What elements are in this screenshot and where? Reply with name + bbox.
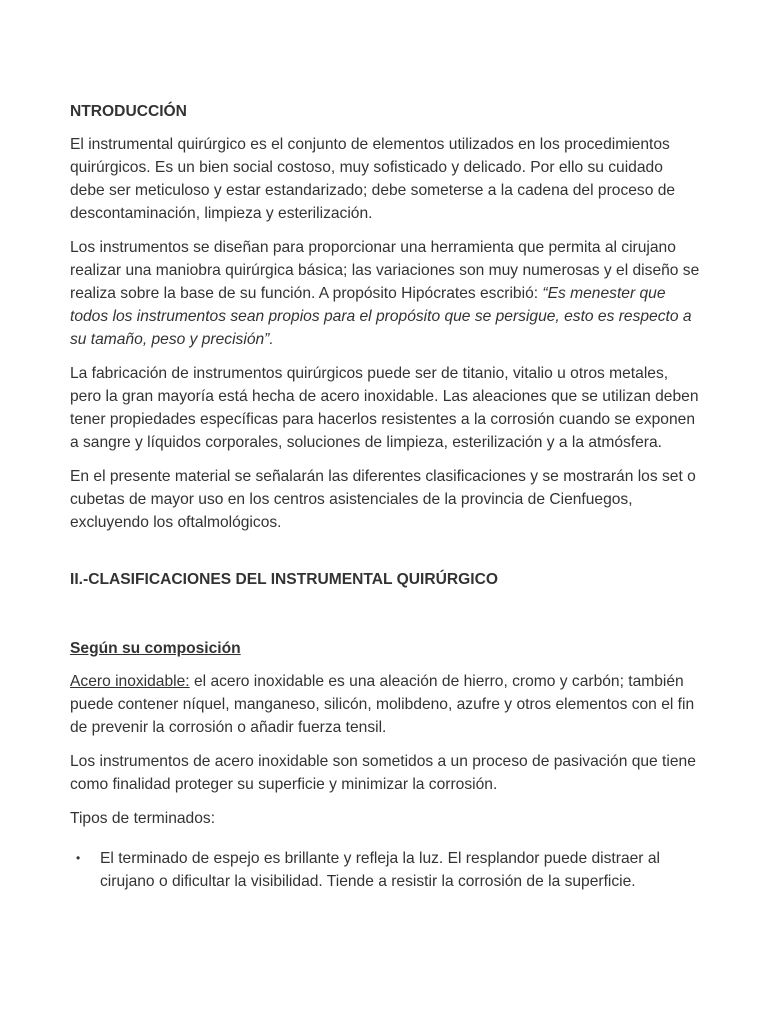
hippocrates-quote: “Es menester que todos los instrumentos sean propios para el propósito que se persigue, esto es respecto a su tamaño, peso y precisión”. — [70, 285, 692, 348]
intro-heading: NTRODUCCIÓN — [70, 103, 187, 120]
intro-paragraph-3: La fabricación de instrumentos quirúrgicos puede ser de titanio, vitalio u otros metales, pero la gran mayoría está hecha de acero inoxidable. Las aleaciones que se utilizan deben tener propiedades específicas para hacerlos resistentes a la corrosión cuando se exponen a sangre y líquidos corporales, soluciones de limpieza, esterilización y a la atmósfera. — [70, 365, 699, 451]
document-page — [70, 100, 700, 893]
intro-paragraph-2-text: Los instrumentos se diseñan para proporcionar una herramienta que permita al cirujano realizar una maniobra quirúrgica básica; las variaciones son muy numerosas y el diseño se realiza sobre la base de su función. A propósito Hipócrates escribió: — [70, 239, 700, 302]
intro-paragraph-2 — [70, 236, 700, 351]
intro-paragraph-1: El instrumental quirúrgico es el conjunto de elementos utilizados en los procedimientos quirúrgicos. Es un bien social costoso, muy sofisticado y delicado. Por ello su cuidado debe ser meticuloso y estar estandarizado; debe someterse a la cadena del proceso de descontaminación, limpieza y esterilización. — [70, 136, 676, 222]
composition-paragraph-1-text: el acero inoxidable es una aleación de hierro, cromo y carbón; también puede contener níquel, manganeso, silicón, molibdeno, azufre y otros elementos con el fin de prevenir la corrosión o añadir fuerza tensil. — [70, 673, 695, 736]
finish-types-list — [70, 847, 700, 893]
composition-paragraph-1 — [70, 670, 700, 739]
subsection-title: Según su composición — [70, 640, 241, 657]
stainless-steel-label: Acero inoxidable: — [70, 673, 190, 690]
intro-paragraph-4: En el presente material se señalarán las diferentes clasificaciones y se mostrarán los set o cubetas de mayor uso en los centros asistenciales de la provincia de Cienfuegos, excluyendo los oftalmológicos. — [70, 468, 696, 531]
list-item-text: El terminado de espejo es brillante y refleja la luz. El resplandor puede distraer al cirujano o dificultar la visibilidad. Tiende a resistir la corrosión de la superficie. — [100, 850, 660, 890]
section-title: II.-CLASIFICACIONES DEL INSTRUMENTAL QUIRÚRGICO — [70, 571, 498, 588]
list-item — [76, 847, 700, 893]
finish-types-label: Tipos de terminados: — [70, 810, 216, 827]
composition-paragraph-2: Los instrumentos de acero inoxidable son sometidos a un proceso de pasivación que tiene como finalidad proteger su superficie y minimizar la corrosión. — [70, 753, 696, 793]
bullet-icon: • — [76, 851, 81, 865]
